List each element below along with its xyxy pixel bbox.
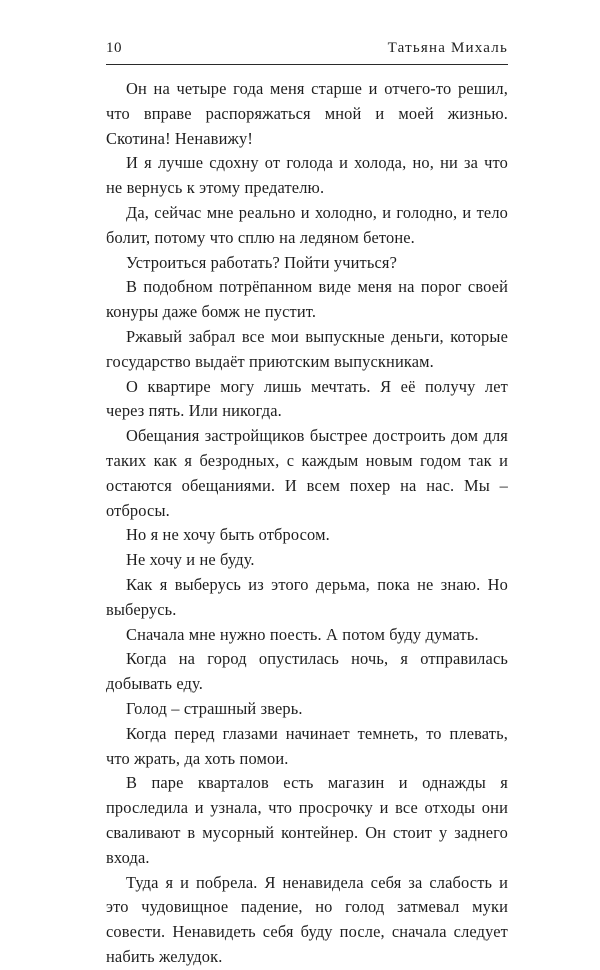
paragraph: В паре кварталов есть магазин и однажды я проследила и узнала, что просрочку и все отходы они сваливают в мусорный контейнер. Он стоит у заднего входа. — [106, 773, 508, 867]
paragraph: Да, сейчас мне реально и холодно, и голодно, и тело болит, потому что сплю на ледяном бетоне. — [106, 202, 508, 247]
paragraph: Голод – страшный зверь. — [126, 698, 303, 718]
page-number: 10 — [106, 40, 122, 56]
paragraph: Но я не хочу быть отбросом. — [126, 525, 330, 545]
paragraph: Устроиться работать? Пойти учиться? — [126, 252, 398, 272]
paragraph: Когда перед глазами начинает темнеть, то плевать, что жрать, да хоть помои. — [106, 723, 508, 768]
paragraph: Как я выберусь из этого дерьма, пока не знаю. Но выберусь. — [106, 574, 508, 619]
paragraph: Сначала мне нужно поесть. А потом буду думать. — [126, 624, 479, 644]
paragraph: Ржавый забрал все мои выпускные деньги, которые государство выдаёт приютским выпускникам. — [106, 326, 508, 371]
running-title-author: Татьяна Михаль — [387, 40, 508, 56]
paragraph: Когда на город опустилась ночь, я отправилась добывать еду. — [106, 649, 508, 694]
paragraph: Он на четыре года меня старше и отчего-то решил, что вправе распоряжаться мной и моей жизнью. Скотина! Ненавижу! — [106, 79, 508, 148]
paragraph: Туда я и побрела. Я ненавидела себя за слабость и это чудовищное падение, но голод затмевал муки совести. Ненавидеть себя буду после, сначала следует набить желудок. — [106, 872, 508, 966]
body-text — [106, 77, 508, 970]
paragraph: И я лучше сдохну от голода и холода, но, ни за что не вернусь к этому предателю. — [106, 153, 508, 198]
paragraph: В подобном потрёпанном виде меня на порог своей конуры даже бомж не пустит. — [106, 277, 508, 322]
paragraph: О квартире могу лишь мечтать. Я её получу лет через пять. Или никогда. — [106, 376, 508, 421]
page-header — [106, 40, 508, 65]
paragraph: Не хочу и не буду. — [126, 550, 255, 570]
paragraph: Обещания застройщиков быстрее достроить дом для таких как я безродных, с каждым новым годом так и остаются обещаниями. И всем похер на нас. Мы – отбросы. — [106, 426, 508, 520]
